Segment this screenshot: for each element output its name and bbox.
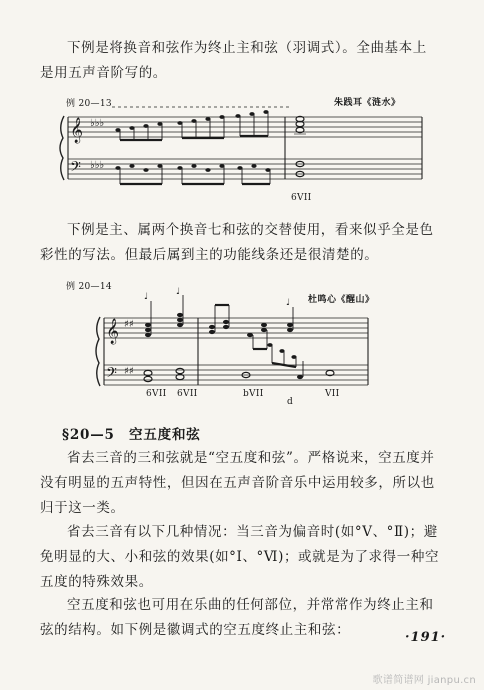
bass-clef-1: 𝄢: [70, 159, 81, 179]
brace-1: [60, 116, 64, 180]
example-2-mark-4: VII: [325, 389, 340, 399]
descending-line-2: [267, 343, 296, 367]
treble-clef-1: 𝄞: [70, 118, 84, 143]
example-1-chord-mark: 6VII: [291, 193, 312, 203]
treble-staff-1: [68, 117, 422, 137]
example-1-label: 例 20—13: [66, 99, 112, 109]
svg-text:♩: ♩: [286, 298, 291, 308]
example-2-mark-5: d: [287, 397, 294, 407]
paragraph-3: 省去三音的三和弦就是“空五度和弦”。严格说来，空五度并没有明显的五声特性，但因在五声音阶音乐中运用较多，所以也归于这一类。: [40, 450, 435, 516]
treble-staff-2: [104, 318, 368, 338]
paragraph-4: 省去三音有以下几种情况：当三音为偏音时(如°Ⅴ、°Ⅱ)；避免明显的大、小和弦的效果(如°Ⅰ、°Ⅵ)；或就是为了求得一种空五度的特殊效果。: [40, 524, 440, 590]
key-sig-2b: ♯♯: [124, 366, 134, 377]
example-2-mark-1: 6VII: [146, 389, 167, 399]
example-1-score: [0, 100, 484, 210]
paragraph-2: 下例是主、属两个换音七和弦的交替使用，看来似乎全是色彩性的写法。但最后属到主的功能线条还是很清楚的。: [40, 222, 434, 263]
bass-chords-2: [144, 361, 334, 382]
treble-clef-2: 𝄞: [106, 319, 120, 344]
key-sig-1b: ♭♭♭: [90, 160, 105, 171]
brace-2: [96, 317, 100, 386]
svg-text:♩: ♩: [144, 292, 149, 302]
key-sig-1a: ♭♭♭: [90, 118, 105, 129]
page-number: ·191·: [405, 630, 447, 645]
treble-run-1: [115, 110, 268, 140]
example-2-credit: 杜鸣心《醒山》: [308, 295, 375, 305]
paragraph-5: 空五度和弦也可用在乐曲的任何部位，并常常作为终止主和弦的结构。如下例是徽调式的空五度终止主和弦：: [40, 597, 434, 638]
bass-clef-2: 𝄢: [106, 365, 117, 385]
bass-staff-1: [68, 159, 422, 179]
svg-text:♩: ♩: [176, 287, 181, 297]
final-chord-1: [294, 116, 306, 176]
example-1-credit: 朱践耳《涟水》: [334, 98, 401, 108]
key-sig-2a: ♯♯: [124, 319, 134, 330]
paragraph-1: 下例是将换音和弦作为终止主和弦（羽调式）。全曲基本上是用五声音阶写的。: [40, 40, 427, 81]
section-title: §20—5 空五度和弦: [62, 427, 201, 443]
watermark: 歌谱简谱网 jianpu.cn: [372, 675, 476, 686]
example-2-mark-3: bVII: [243, 389, 264, 399]
example-2-label: 例 20—14: [66, 282, 112, 292]
example-2-score: [0, 285, 484, 403]
example-2-mark-2: 6VII: [177, 389, 198, 399]
